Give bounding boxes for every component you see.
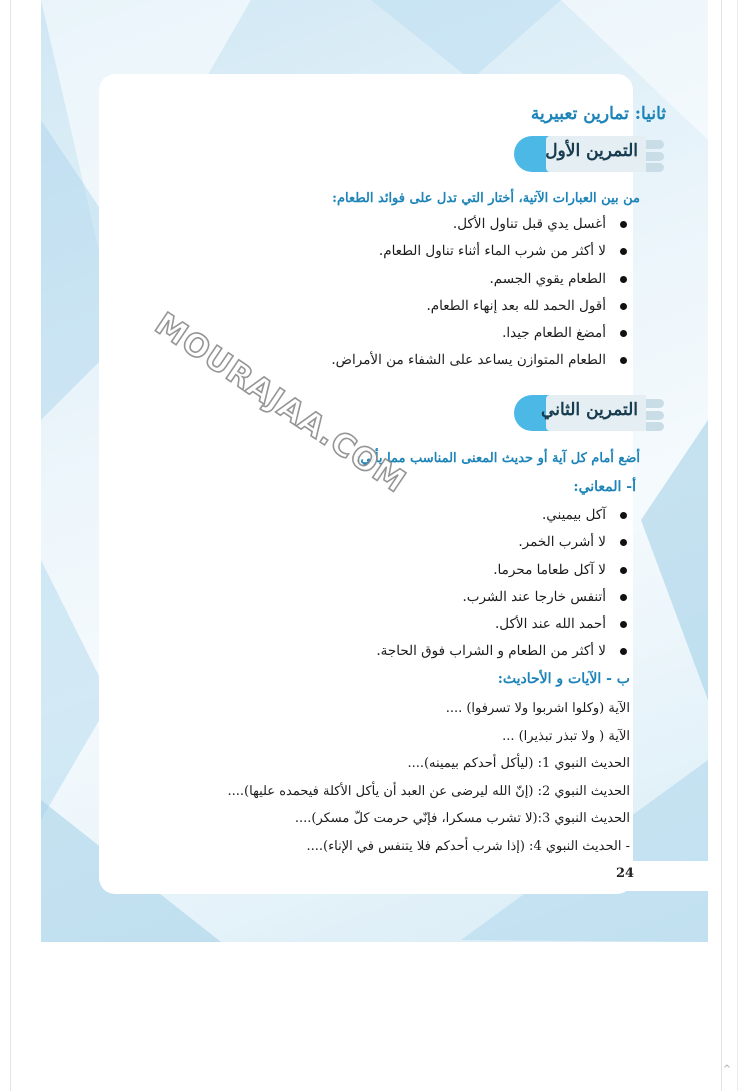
viewer-edge-right (721, 0, 722, 1091)
list-item: أمضغ الطعام جيدا. (331, 320, 630, 347)
list-item: الآية (وكلوا اشربوا ولا تسرفوا) .... (445, 701, 630, 716)
bullet-icon (620, 276, 627, 283)
list-item: أتنفس خارجا عند الشرب. (376, 584, 630, 611)
bullet-icon (620, 567, 627, 574)
viewer-edge-far (737, 0, 738, 1091)
list-item: الطعام المتوازن يساعد على الشفاء من الأمراض. (331, 347, 630, 374)
bullet-icon (620, 648, 627, 655)
list-item: لا أكثر من شرب الماء أثناء تناول الطعام. (331, 238, 630, 265)
list-item: لا أشرب الخمر. (376, 529, 630, 556)
bullet-icon (620, 303, 627, 310)
list-item: أقول الحمد لله بعد إنهاء الطعام. (331, 293, 630, 320)
meanings-list (376, 502, 630, 666)
list-item: آكل بيميني. (376, 502, 630, 529)
page-number: 24 (616, 866, 635, 881)
bullet-icon (620, 357, 627, 364)
list-item: لا أكثر من الطعام و الشراب فوق الحاجة. (376, 638, 630, 665)
list-item: أحمد الله عند الأكل. (376, 611, 630, 638)
list-item: أغسل يدي قبل تناول الأكل. (331, 211, 630, 238)
refs-heading: ب - الآيات و الأحاديث: (497, 671, 630, 687)
list-item: الحديث النبوي 3:(لا تشرب مسكرا، فإنّي حرمت كلّ مسكر).... (294, 811, 630, 827)
bullet-icon (620, 248, 627, 255)
refs-list (228, 695, 630, 861)
benefits-list (331, 211, 630, 375)
list-item: لا آكل طعاما محرما. (376, 557, 630, 584)
list-item: الحديث النبوي 2: (إنّ الله ليرضى عن العبد أن يأكل الأكلة فيحمده عليها).... (227, 783, 630, 799)
meanings-heading: أ- المعاني: (573, 479, 636, 495)
bullet-icon (620, 621, 627, 628)
list-item: الطعام يقوي الجسم. (331, 266, 630, 293)
bullet-icon (620, 512, 627, 519)
bullet-icon (620, 539, 627, 546)
list-item: - الحديث النبوي 4: (إذا شرب أحدكم فلا يتنفس في الإناء).... (306, 838, 630, 854)
bullet-icon (620, 594, 627, 601)
viewer-edge-left (10, 0, 11, 1091)
page-number-box (624, 861, 708, 891)
exercise-1-instruction: من بين العبارات الآتية، أختار التي تدل على فوائد الطعام: (332, 191, 640, 206)
list-item: الحديث النبوي 1: (ليأكل أحدكم بيمينه).... (407, 756, 630, 772)
exercise-2-title: التمرين الثاني (541, 400, 638, 420)
watermark: MOURAJAA.COM (148, 305, 413, 501)
exercise-1-title: التمرين الأول (545, 141, 638, 161)
list-item: الآية ( ولا تبذر تبذيرا) ... (502, 728, 630, 744)
exercise-2-banner (514, 395, 664, 433)
exercise-2-instruction: أضع أمام كل آية أو حديث المعنى المناسب مما يأتي: (355, 451, 640, 466)
bullet-icon (620, 330, 627, 337)
bullet-icon (620, 221, 627, 228)
section-title: ثانيا: تمارين تعبيرية (530, 104, 666, 124)
exercise-1-banner (514, 136, 664, 174)
chevron-up-icon[interactable]: ⌃ (721, 1063, 733, 1078)
